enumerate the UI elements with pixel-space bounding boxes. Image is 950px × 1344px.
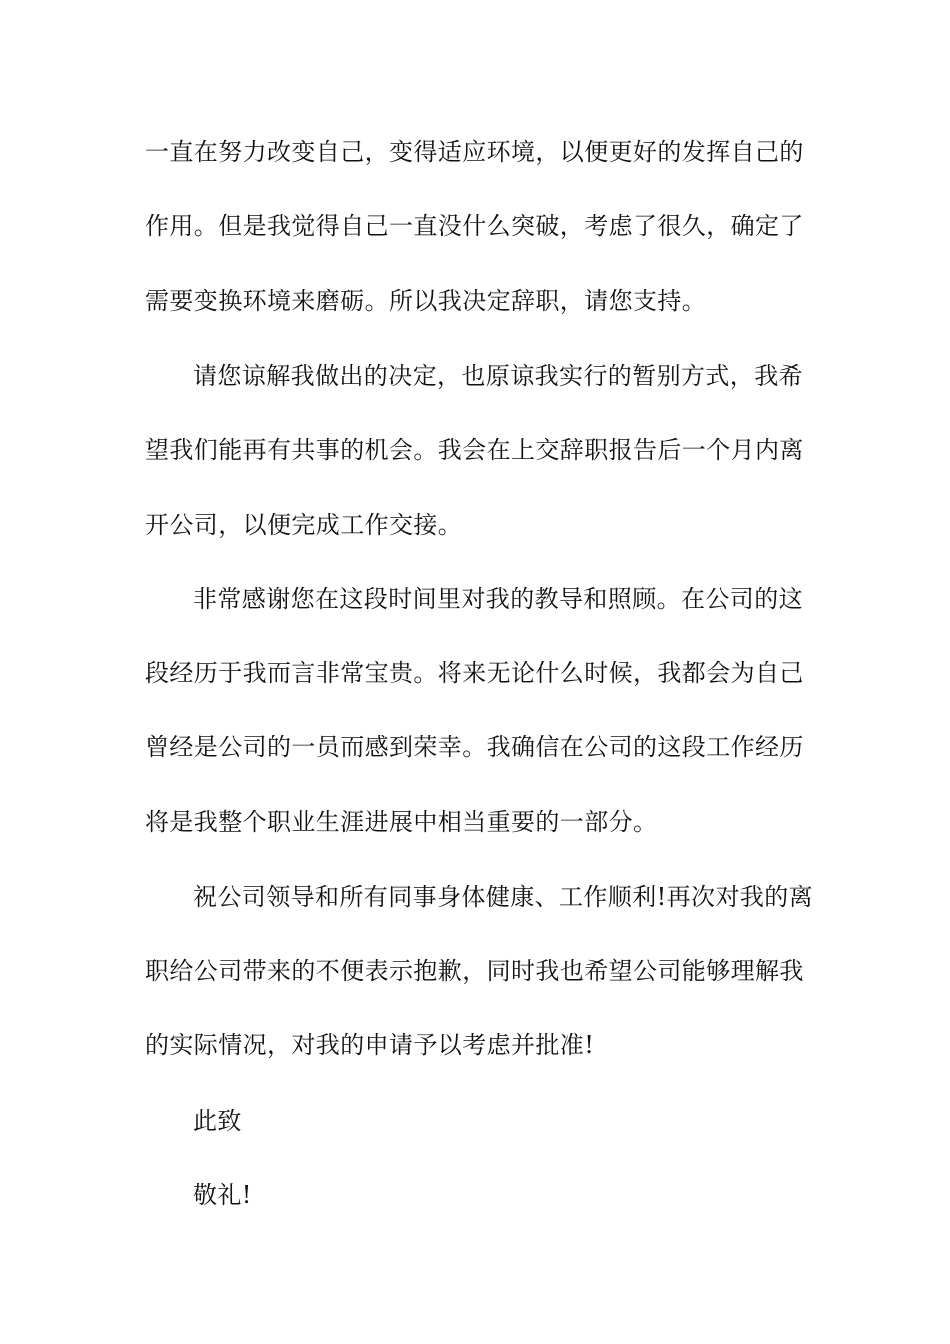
body-text-line: 请您谅解我做出的决定，也原谅我实行的暂别方式，我希 <box>193 362 803 390</box>
body-text-line: 望我们能再有共事的机会。我会在上交辞职报告后一个月内离 <box>145 436 804 464</box>
body-text-line: 将是我整个职业生涯进展中相当重要的一部分。 <box>145 808 658 836</box>
body-text-line: 作用。但是我觉得自己一直没什么突破，考虑了很久，确定了 <box>145 212 804 240</box>
body-text-line: 职给公司带来的不便表示抱歉，同时我也希望公司能够理解我 <box>145 957 804 985</box>
body-text-line: 段经历于我而言非常宝贵。将来无论什么时候，我都会为自己 <box>145 659 804 687</box>
body-text-line: 开公司，以便完成工作交接。 <box>145 511 463 539</box>
body-text-line: 一直在努力改变自己，变得适应环境，以便更好的发挥自己的 <box>145 138 804 166</box>
closing-text: 此致 <box>193 1107 242 1135</box>
body-text-line: 需要变换环境来磨砺。所以我决定辞职，请您支持。 <box>145 287 707 315</box>
body-text-line: 祝公司领导和所有同事身体健康、工作顺利!再次对我的离 <box>193 883 814 911</box>
body-text-line: 的实际情况，对我的申请予以考虑并批准! <box>145 1031 595 1059</box>
body-text-line: 曾经是公司的一员而感到荣幸。我确信在公司的这段工作经历 <box>145 733 804 761</box>
body-text-line: 非常感谢您在这段时间里对我的教导和照顾。在公司的这 <box>193 585 803 613</box>
salutation-text: 敬礼! <box>193 1181 252 1209</box>
